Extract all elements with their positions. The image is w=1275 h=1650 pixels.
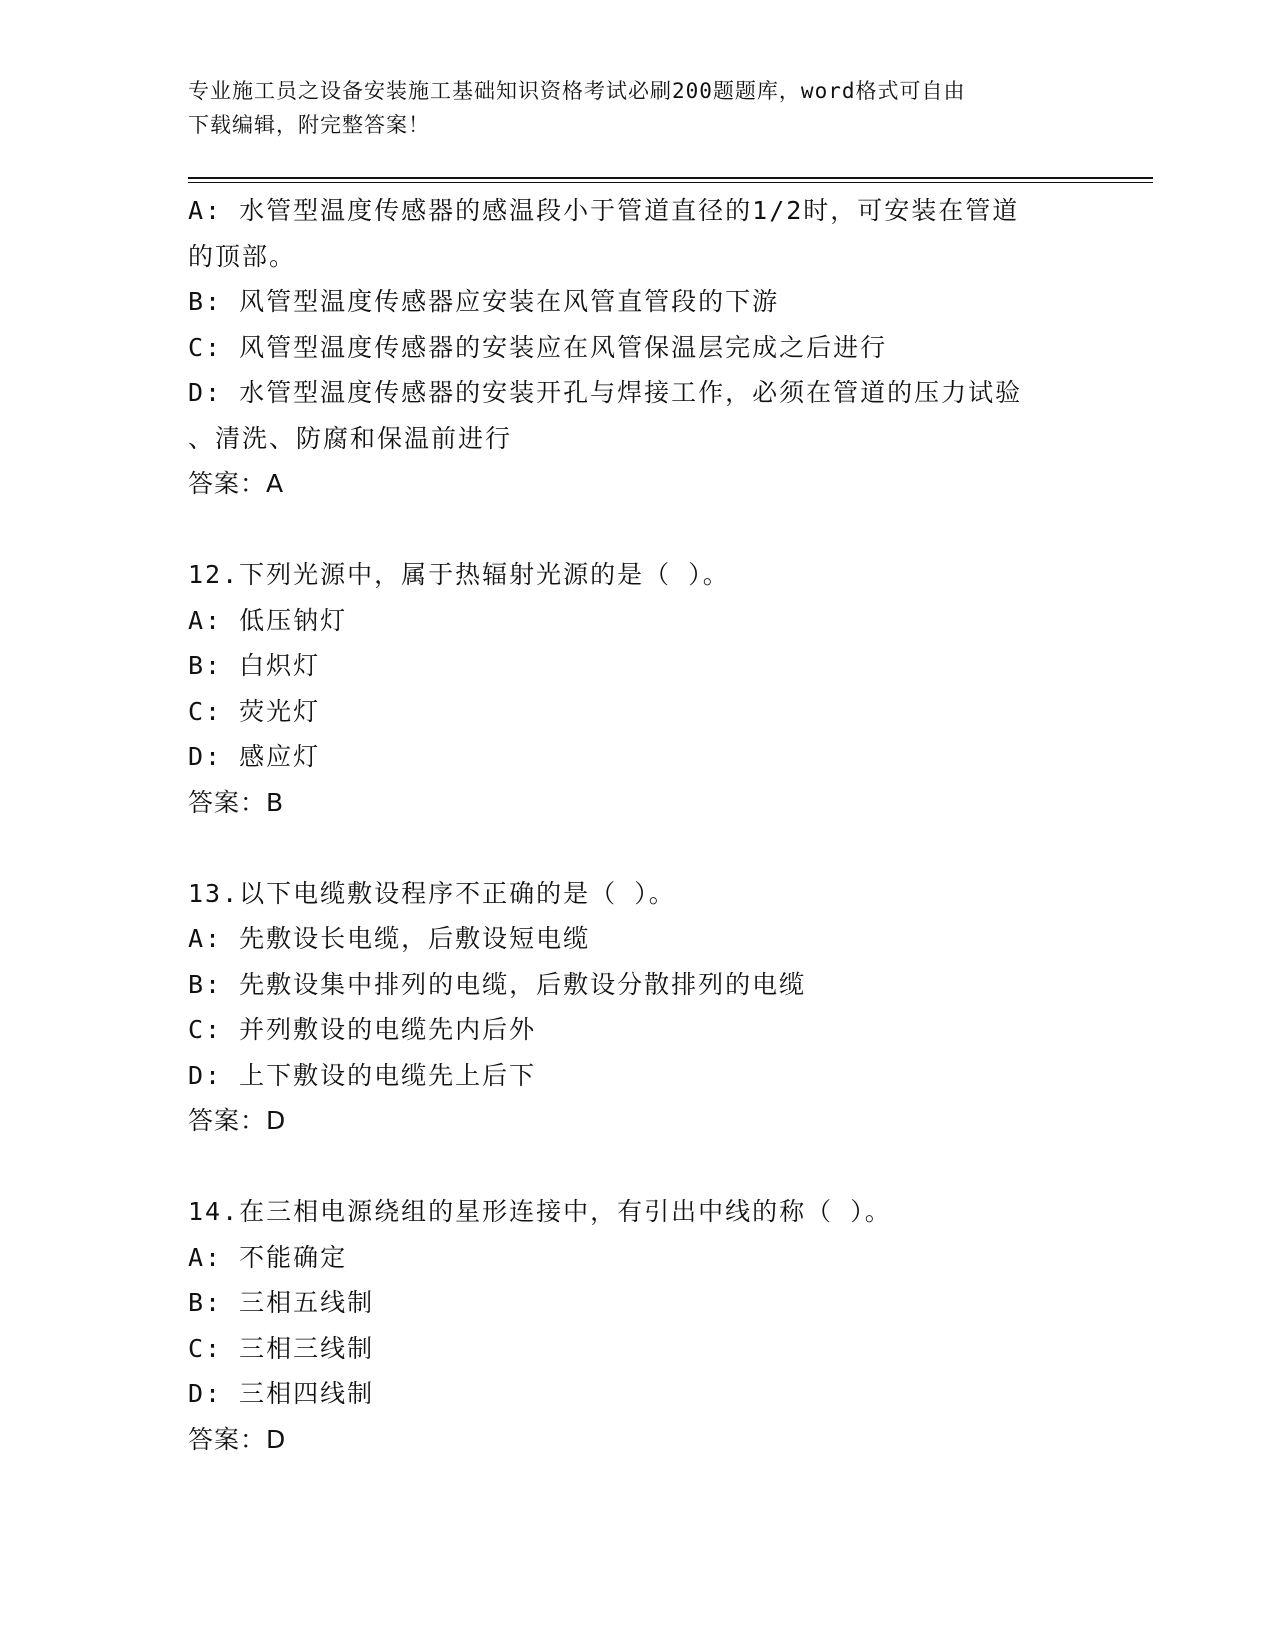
spacer: [188, 1144, 1088, 1190]
header-title-line-2: 下载编辑，附完整答案！: [188, 113, 430, 137]
option-a: A: 低压钠灯: [188, 605, 348, 635]
question-13: [188, 871, 1088, 1144]
header-title-line-1: 专业施工员之设备安装施工基础知识资格考试必刷200题题库，word格式可自由: [188, 79, 966, 103]
question-stem: 13.以下电缆敷设程序不正确的是（ ）。: [188, 878, 676, 908]
option-b: B: 先敷设集中排列的电缆，后敷设分散排列的电缆: [188, 969, 807, 999]
option-a-line-1: A: 水管型温度传感器的感温段小于管道直径的1/2时，可安装在管道: [188, 196, 1020, 225]
answer: 答案：A: [188, 469, 285, 498]
option-c: C: 三相三线制: [188, 1333, 375, 1363]
option-a: A: 先敷设长电缆，后敷设短电缆: [188, 924, 591, 953]
question-stem: 12.下列光源中，属于热辐射光源的是（ ）。: [188, 560, 730, 589]
option-c: C: 风管型温度传感器的安装应在风管保温层完成之后进行: [188, 332, 888, 362]
question-14: [188, 1189, 1088, 1462]
option-d-line-2: 、清洗、防腐和保温前进行: [188, 423, 513, 453]
question-content: [188, 188, 1088, 1462]
option-a-line-2: 的顶部。: [188, 241, 297, 271]
option-b: B: 白炽灯: [188, 651, 321, 680]
answer: 答案：D: [188, 1106, 287, 1135]
header-divider-thin: [188, 182, 1153, 183]
question-11-continued: [188, 188, 1088, 507]
option-b: B: 三相五线制: [188, 1288, 375, 1317]
spacer: [188, 825, 1088, 871]
spacer: [188, 507, 1088, 553]
option-d: D: 上下敷设的电缆先上后下: [188, 1060, 537, 1090]
option-c: C: 并列敷设的电缆先内后外: [188, 1015, 537, 1044]
document-header: [188, 74, 1068, 142]
answer: 答案：D: [188, 1424, 287, 1454]
option-b: B: 风管型温度传感器应安装在风管直管段的下游: [188, 287, 780, 316]
question-stem: 14.在三相电源绕组的星形连接中，有引出中线的称（ ）。: [188, 1197, 892, 1226]
option-d: D: 三相四线制: [188, 1379, 375, 1408]
option-c: C: 荧光灯: [188, 696, 321, 726]
option-a: A: 不能确定: [188, 1242, 348, 1272]
option-d: D: 感应灯: [188, 742, 321, 771]
header-divider-thick: [188, 177, 1153, 179]
option-d-line-1: D: 水管型温度传感器的安装开孔与焊接工作，必须在管道的压力试验: [188, 378, 1023, 407]
answer: 答案：B: [188, 787, 285, 817]
question-12: [188, 552, 1088, 825]
